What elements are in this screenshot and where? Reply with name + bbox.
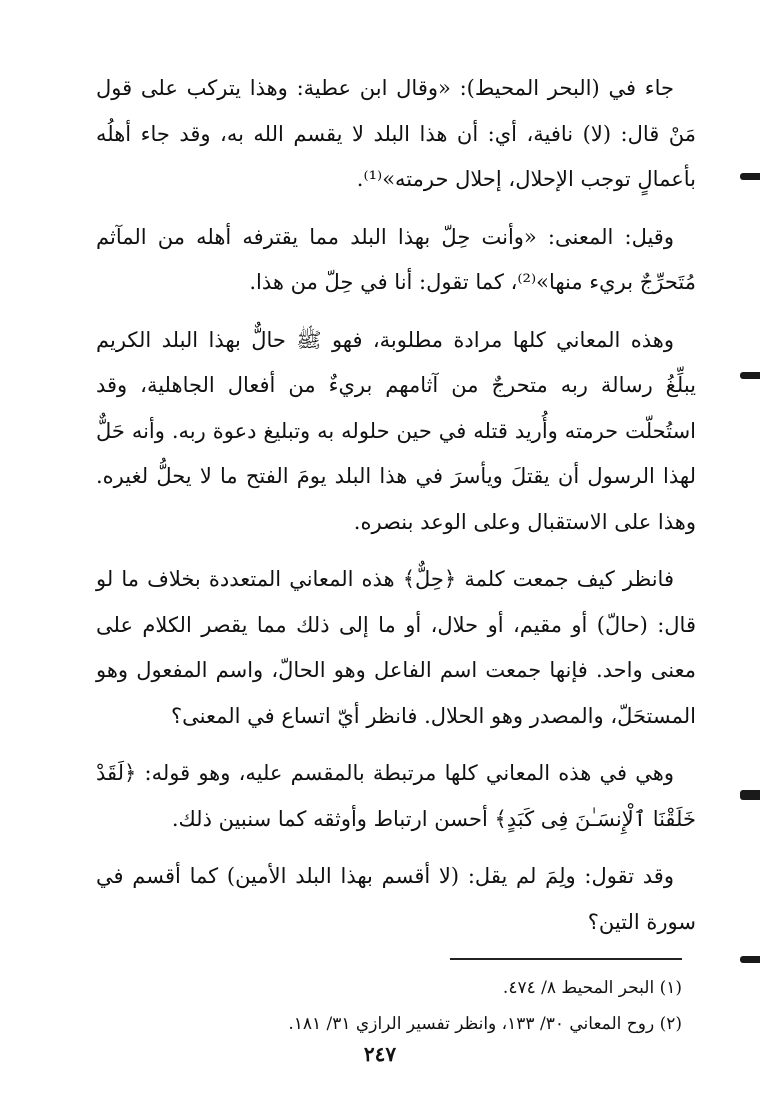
main-text (96, 66, 696, 957)
paragraph-2 (96, 215, 696, 306)
paragraph-3 (96, 318, 696, 546)
footnotes (160, 970, 682, 1042)
paragraph-4 (96, 557, 696, 739)
paragraph-6-text: وقد تقول: ولِمَ لم يقل: (لا أقسم بهذا البلد الأمين) كما أقسم في سورة التين؟ (96, 864, 696, 934)
edge-mark (740, 790, 760, 800)
footnote-2: (٢) روح المعاني ٣٠/ ١٣٣، وانظر تفسير الرازي ٣١/ ١٨١. (288, 1014, 682, 1034)
page-number: ٢٤٧ (363, 1042, 397, 1066)
edge-mark (740, 173, 760, 180)
paragraph-3-text: وهذه المعاني كلها مرادة مطلوبة، فهو ﷺ حالٌّ بهذا البلد الكريم يبلِّغُ رسالة ربه متحرجٌ من آثامهم بريءٌ من أفعال الجاهلية، وقد استُحلّت حرمته وأُريد قتله في حين حلوله به وتبليغ دعوة ربه. وأنه حَلٌّ لهذا الرسول أن يقتلَ ويأسرَ في هذا البلد يومَ الفتح ما لا يحلُّ لغيره. وهذا على الاستقبال وعلى الوعد بنصره. (96, 327, 696, 534)
paragraph-5 (96, 751, 696, 842)
paragraph-6 (96, 854, 696, 945)
paragraph-1-text: جاء في (البحر المحيط): «وقال ابن عطية: وهذا يتركب على قول مَنْ قال: (لا) نافية، أي: أن هذا البلد لا يقسم الله به، وقد جاء أهلُه بأعمالٍ توجب الإحلال، إحلال حرمته»⁽¹⁾. (96, 76, 696, 191)
paragraph-1 (96, 66, 696, 203)
footnote-separator (450, 958, 682, 960)
paragraph-5-text: وهي في هذه المعاني كلها مرتبطة بالمقسم عليه، وهو قوله: ﴿لَقَدْ خَلَقْنَا ٱلْإِنسَـٰنَ فِى كَبَدٍ﴾ أحسن ارتباط وأوثقه كما سنبين ذلك. (96, 761, 696, 831)
edge-mark (740, 372, 760, 379)
paragraph-4-text: فانظر كيف جمعت كلمة ﴿حِلٌّ﴾ هذه المعاني المتعددة بخلاف ما لو قال: (حالّ) أو مقيم، أو حلال، أو ما إلى ذلك مما يقصر الكلام على معنى واحد. فإنها جمعت اسم الفاعل وهو الحالّ، واسم المفعول وهو المستحَلّ، والمصدر وهو الحلال. فانظر أيّ اتساع في المعنى؟ (96, 567, 696, 728)
footnote-1: (١) البحر المحيط ٨/ ٤٧٤. (502, 978, 682, 998)
edge-mark (740, 956, 760, 963)
paragraph-2-text: وقيل: المعنى: «وأنت حِلّ بهذا البلد مما يقترفه أهله من المآثم مُتَحرِّجٌ بريء منها»⁽²⁾، كما تقول: أنا في حِلّ من هذا. (96, 224, 696, 294)
